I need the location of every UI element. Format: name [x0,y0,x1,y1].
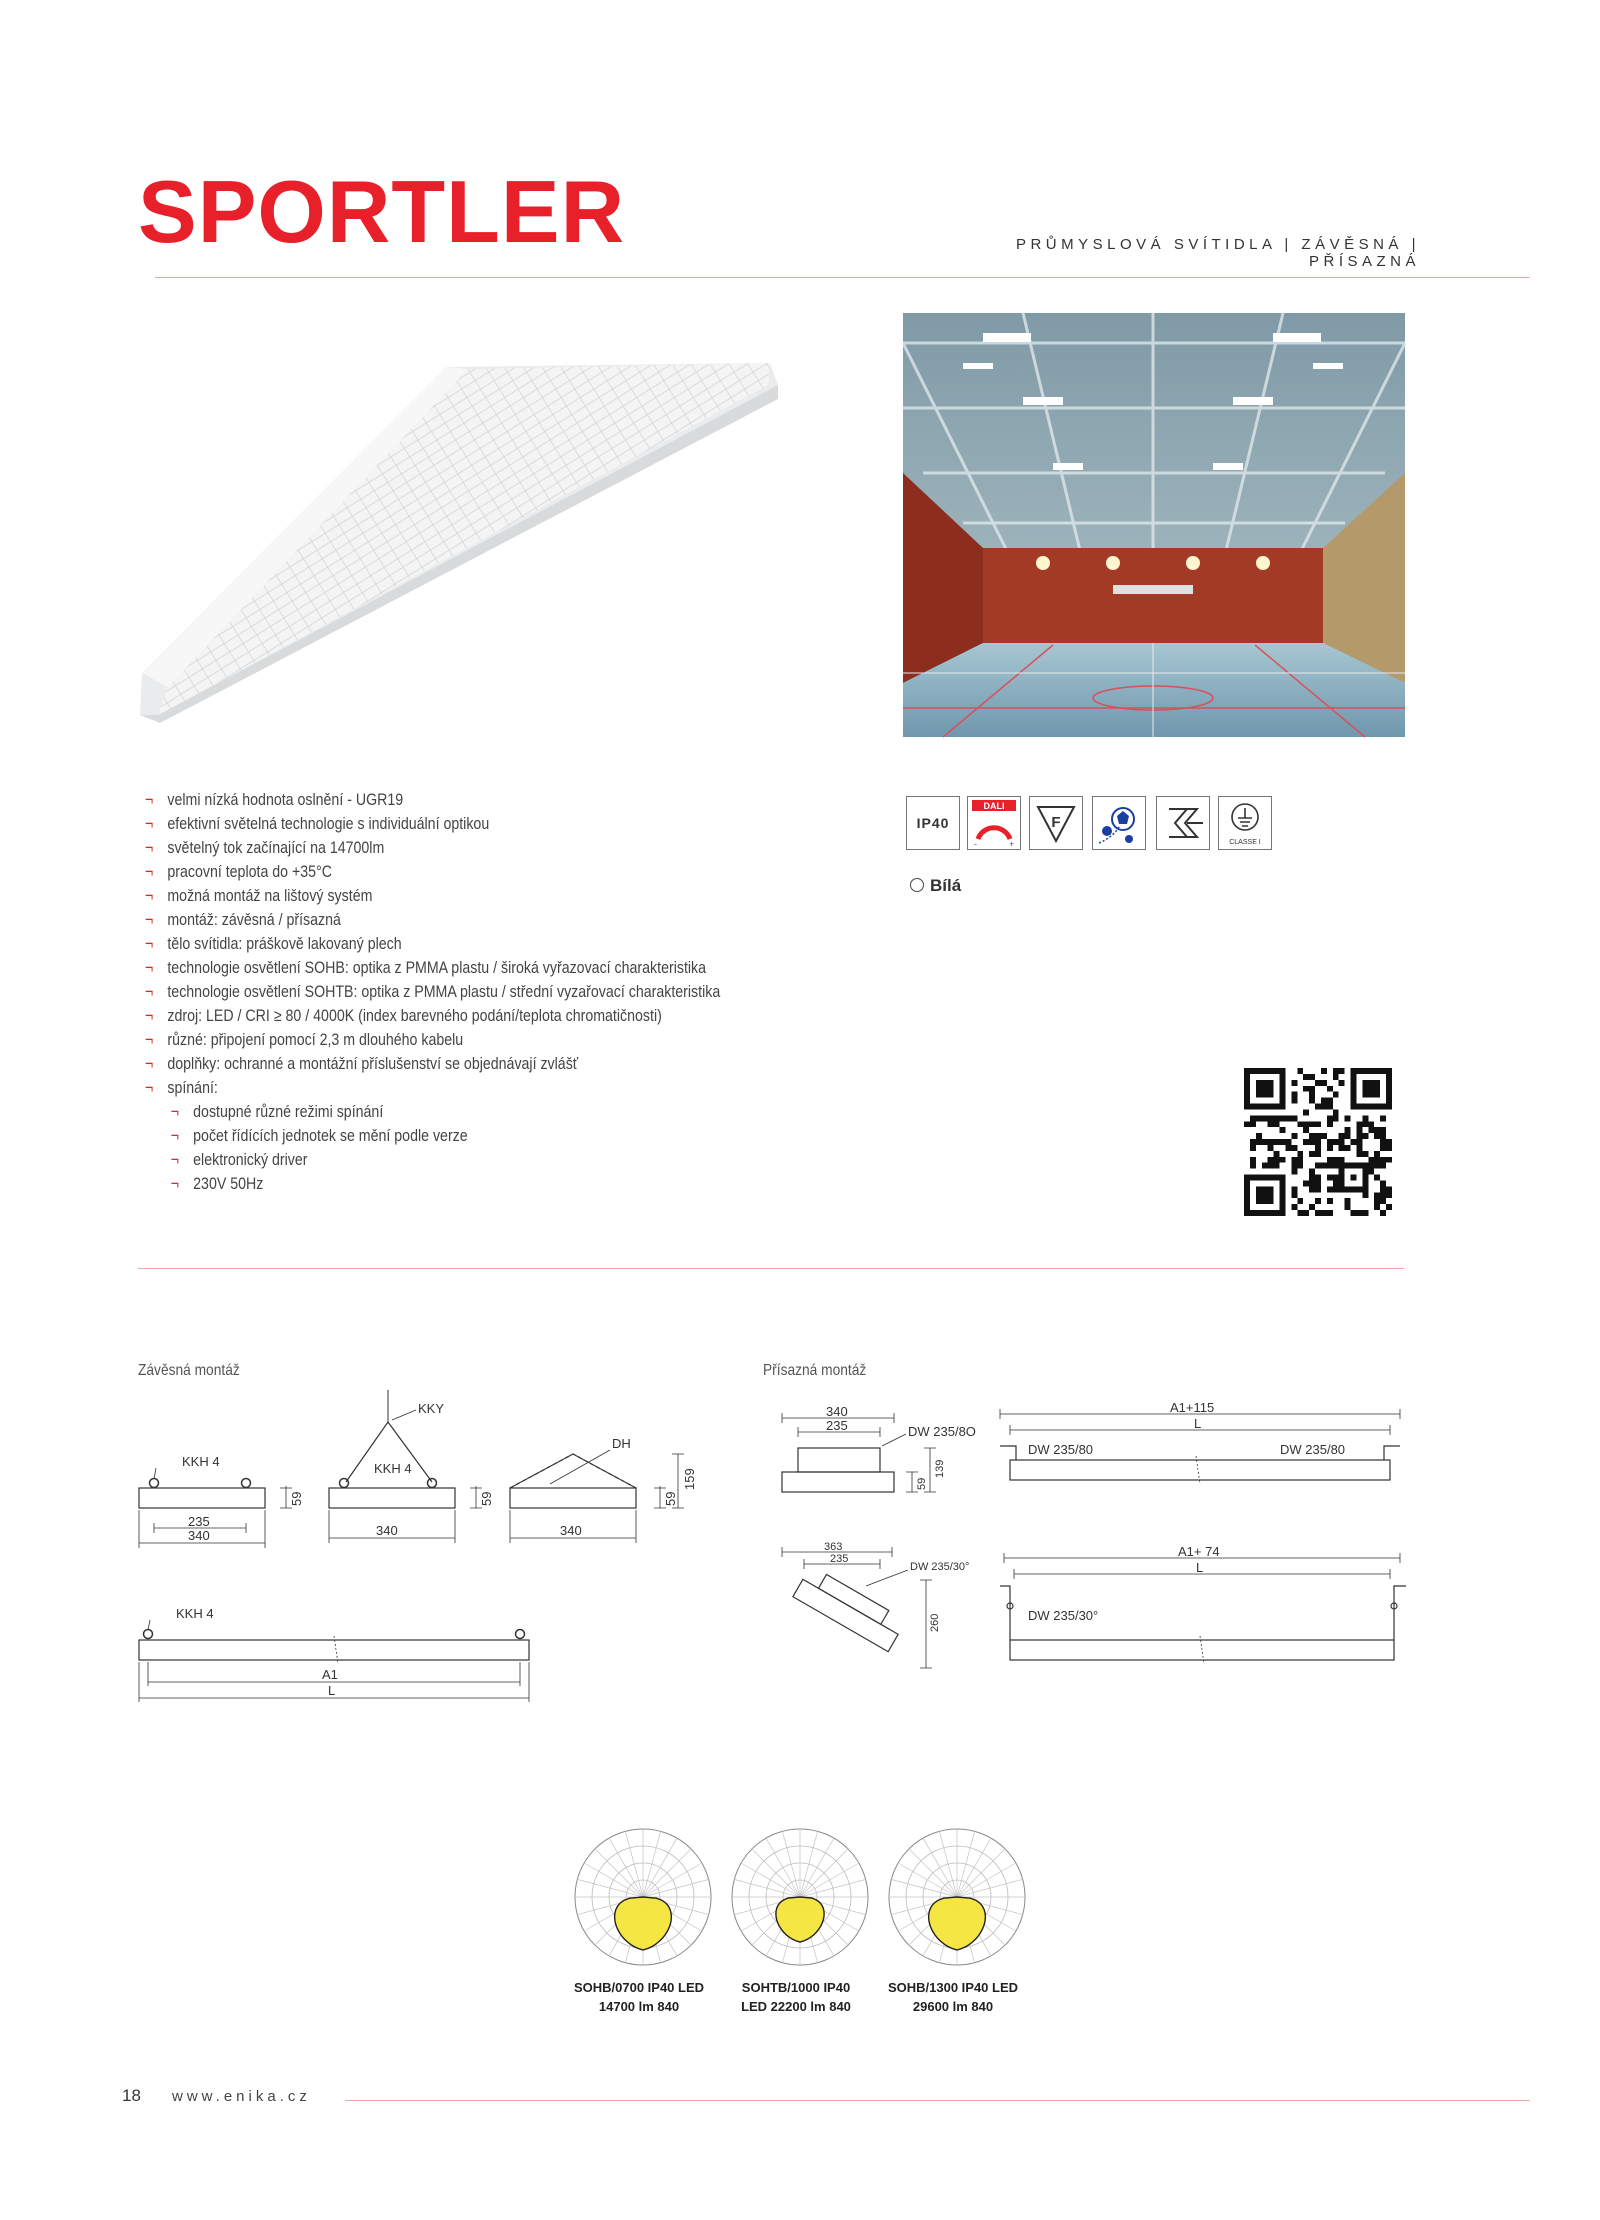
class-label: CLASSE I [1229,839,1261,846]
dim-label: 235 [826,1418,848,1433]
sub-feature-item: ¬ elektronický driver [145,1148,747,1172]
class-i-earth-icon [1218,796,1272,850]
dali-label: DALI [983,801,1005,811]
dim-label: DW 235/30° [910,1561,970,1573]
feature-item: ¬ technologie osvětlení SOHTB: optika z PMMA plastu / střední vyzařovací charakteristika [145,980,747,1004]
caption-line: SOHB/1300 IP40 LED [887,1980,1019,1995]
dim-label: KKY [418,1401,445,1416]
category-breadcrumb: PRŮMYSLOVÁ SVÍTIDLA | ZÁVĚSNÁ | PŘÍSAZNÁ [1015,236,1420,270]
header-divider [155,277,1530,278]
feature-item: ¬ technologie osvětlení SOHB: optika z PMMA plastu / široká vyřazovací charakteristika [145,956,747,980]
dim-label: DW 235/80 [1028,1442,1094,1457]
pendant-mount-title: Závěsná montáž [138,1362,240,1379]
feature-item: ¬ doplňky: ochranné a montážní příslušenství se objednávají zvlášť [145,1052,747,1076]
caption-line: SOHB/0700 IP40 LED [573,1980,705,1995]
f-mark-icon [1029,796,1083,850]
dim-label: 340 [188,1528,210,1543]
dim-label: 59 [289,1491,304,1506]
dim-label: 340 [826,1404,848,1419]
surface-mount-icon [1156,796,1210,850]
caption-line: SOHTB/1000 IP40 [741,1980,851,1995]
luminaire-product-image [138,355,778,725]
page-title: SPORTLER [138,162,626,261]
dim-label: L [1194,1416,1202,1431]
dim-label: DW 235/8O [908,1424,976,1439]
feature-item: ¬ velmi nízká hodnota oslnění - UGR19 [145,788,747,812]
dim-label: A1+115 [1170,1400,1215,1415]
dim-label: 59 [916,1477,928,1490]
photometric-caption [721,1978,871,2016]
surface-mount-drawing [770,1400,1430,1710]
pendant-mount-drawing [130,1380,697,1710]
dim-label: DH [612,1436,631,1451]
surface-mount-title: Přísazná montáž [763,1362,867,1379]
dim-label: KKH 4 [182,1454,220,1469]
dim-label: 235 [188,1514,210,1529]
section-divider [138,1268,1404,1269]
page-number: 18 [122,2086,141,2105]
dim-label: 159 [682,1468,697,1490]
dim-label: 340 [560,1523,582,1538]
footer-divider [345,2100,1530,2101]
color-option-label: Bílá [930,876,962,895]
color-option [910,876,961,896]
ball-resistant-icon [1092,796,1146,850]
f-mark-label: F [1051,814,1061,831]
photometric-diagrams [565,1825,1025,1975]
color-swatch-icon [910,878,924,892]
feature-item: ¬ pracovní teplota do +35°C [145,860,747,884]
feature-item: ¬ různé: připojení pomocí 2,3 m dlouhého kabelu [145,1028,747,1052]
ip40-label: IP40 [916,815,950,831]
caption-line: 29600 lm 840 [912,1999,994,2014]
dim-label: 363 [824,1541,843,1553]
feature-item: ¬ zdroj: LED / CRI ≥ 80 / 4000K (index barevného podání/teplota chromatičnosti) [145,1004,747,1028]
sub-feature-item: ¬ 230V 50Hz [145,1172,747,1196]
feature-item: ¬ montáž: závěsná / přísazná [145,908,747,932]
feature-item: ¬ efektivní světelná technologie s individuální optikou [145,812,747,836]
dali-minus: - [974,839,977,849]
dim-label: DW 235/80 [1280,1442,1346,1457]
dim-label: A1+ 74 [1178,1544,1220,1559]
feature-item: ¬ světelný tok začínající na 14700lm [145,836,747,860]
dim-label: A1 [322,1667,338,1682]
sports-hall-photo [903,313,1405,737]
qr-code-icon [1244,1068,1392,1216]
sub-feature-item: ¬ dostupné různé režimi spínání [145,1100,747,1124]
dim-label: 59 [479,1491,494,1506]
caption-line: 14700 lm 840 [598,1999,680,2014]
dim-label: L [1196,1560,1204,1575]
dim-label: 139 [934,1459,946,1478]
feature-item: ¬ tělo svítidla: práškově lakovaný plech [145,932,747,956]
website-link[interactable]: www.enika.cz [172,2088,311,2105]
ip40-icon [906,796,960,850]
dim-label: 59 [663,1491,678,1506]
dim-label: 340 [376,1523,398,1538]
dali-plus: + [1009,839,1015,849]
feature-item: ¬ možná montáž na lištový systém [145,884,747,908]
feature-list [145,788,845,1196]
caption-line: LED 22200 lm 840 [741,1999,851,2014]
dali-icon [967,796,1021,850]
dim-label: KKH 4 [374,1461,412,1476]
photometric-caption [878,1978,1028,2016]
dim-label: L [328,1683,336,1698]
dim-label: KKH 4 [176,1606,214,1621]
dim-label: 235 [830,1553,849,1565]
photometric-caption [564,1978,714,2016]
dim-label: DW 235/30° [1028,1608,1099,1623]
feature-item: ¬ spínání: [145,1076,747,1100]
dim-label: 260 [929,1613,941,1632]
sub-feature-item: ¬ počet řídících jednotek se mění podle verze [145,1124,747,1148]
